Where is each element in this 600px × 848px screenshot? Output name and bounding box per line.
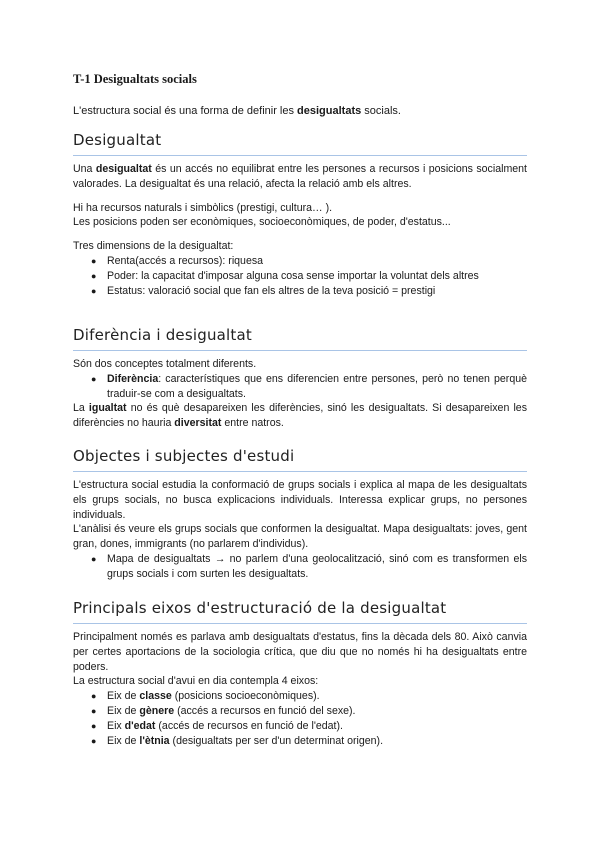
- paragraph: L'anàlisi és veure els grups socials que conformen la desigualtat. Mapa desigualtats: joves, gent gran, dones, immigrants (no parlarem d'individus).: [73, 523, 527, 551]
- bullet-icon: ●: [91, 691, 97, 702]
- bullet-icon: ●: [91, 720, 97, 731]
- bullet-list: [73, 254, 527, 298]
- list-item: ● Mapa de desigualtats → no parlem d'una geolocalització, sinó com es transformen els grups socials i com surten les desigualtats.: [91, 552, 527, 580]
- paragraph: Tres dimensions de la desigualtat:: [73, 240, 234, 253]
- section-heading: Principals eixos d'estructuració de la desigualtat: [73, 599, 447, 617]
- list-item: ● Eix de classe (posicions socioeconòmiques).: [91, 690, 320, 703]
- section-desigualtat: [73, 131, 527, 298]
- list-item: ● Eix de l'ètnia (desigualtats per ser d'un determinat origen).: [91, 734, 384, 747]
- bullet-icon: ●: [91, 735, 97, 746]
- document-title: T-1 Desigualtats socials: [73, 72, 197, 86]
- list-item: ● Renta(accés a recursos): riquesa: [91, 254, 264, 267]
- section-heading: Diferència i desigualtat: [73, 326, 252, 344]
- list-item: ● Eix de gènere (accés a recursos en funció del sexe).: [91, 704, 356, 717]
- list-item: ● Poder: la capacitat d'imposar alguna cosa sense importar la voluntat dels altres: [91, 269, 479, 282]
- bullet-icon: ●: [91, 255, 97, 266]
- bullet-icon: ●: [91, 553, 97, 564]
- section-objectes: [73, 447, 527, 582]
- list-item: ● Estatus: valoració social que fan els altres de la teva posició = prestigi: [91, 284, 436, 297]
- section-heading: Desigualtat: [73, 131, 162, 149]
- section-heading: Objectes i subjectes d'estudi: [73, 447, 295, 465]
- paragraph: Les posicions poden ser econòmiques, socioeconòmiques, de poder, d'estatus...: [73, 216, 451, 229]
- bullet-list: [73, 689, 527, 748]
- paragraph: La estructura social d'avui en dia contempla 4 eixos:: [73, 675, 319, 688]
- list-item: ● Eix d'edat (accés de recursos en funció de l'edat).: [91, 719, 343, 732]
- bullet-icon: ●: [91, 705, 97, 716]
- bullet-list: [73, 372, 527, 402]
- paragraph: Són dos conceptes totalment diferents.: [73, 358, 257, 370]
- paragraph: Principalment només es parlava amb desigualtats d'estatus, fins la dècada dels 80. Això canvia per certes aportacions de la sociologia crítica, que diu que no només hi ha desigualtats entre poders.: [73, 631, 527, 673]
- intro-paragraph: L'estructura social és una forma de definir les desigualtats socials.: [73, 105, 401, 117]
- bullet-icon: ●: [91, 270, 97, 281]
- paragraph: Hi ha recursos naturals i simbòlics (prestigi, cultura… ).: [73, 201, 333, 214]
- bullet-icon: ●: [91, 285, 97, 296]
- paragraph: La igualtat no és què desapareixen les diferències, sinó les desigualtats. Si desapareixen les diferències no hauria diversitat entre natros.: [73, 402, 527, 430]
- paragraph: Una desigualtat és un accés no equilibrat entre les persones a recursos i posicions socialment valorades. La desigualtat és una relació, afecta la relació amb els altres.: [73, 163, 527, 190]
- section-diferencia: [73, 326, 527, 431]
- bullet-list: [73, 552, 527, 582]
- bullet-icon: ●: [91, 373, 97, 384]
- paragraph: L'estructura social estudia la conformació de grups socials i explica al mapa de les desigualtats els grups socials, no busca explicacions individuals. Interessa explicar grups, no persones individuals.: [73, 479, 527, 521]
- list-item: ● Diferència: característiques que ens diferencien entre persones, però no tenen perquè traduir-se com a desigualtats.: [91, 372, 527, 400]
- section-eixos: [73, 599, 527, 748]
